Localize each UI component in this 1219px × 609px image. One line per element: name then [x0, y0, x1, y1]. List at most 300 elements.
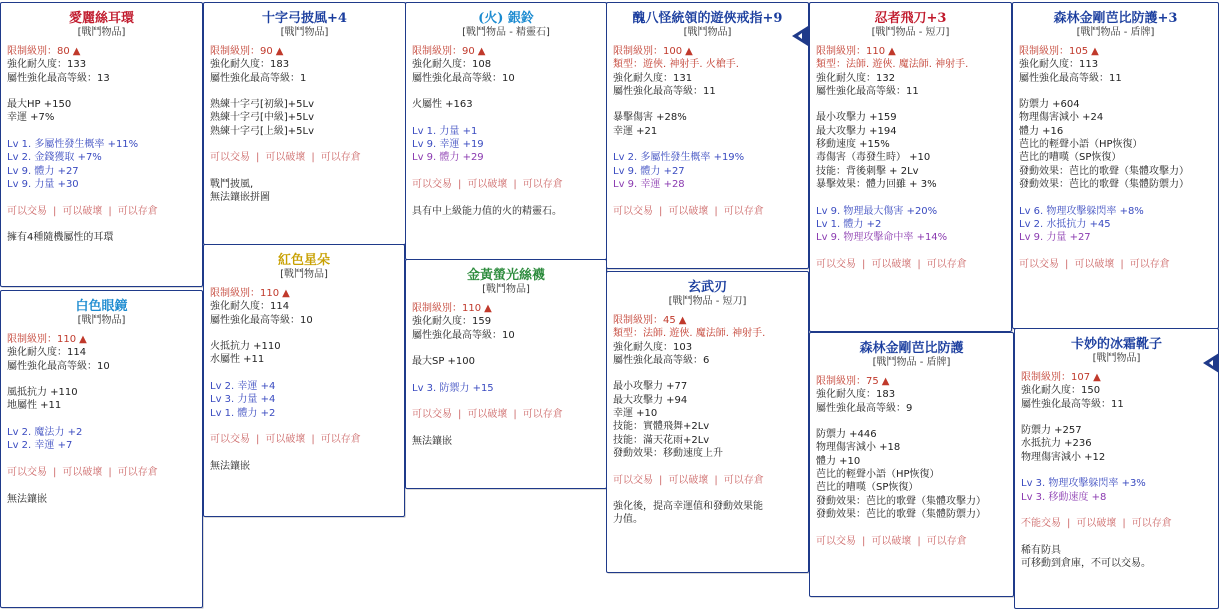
stat-text: 芭比的輕聲小語（HP恢復）	[816, 469, 940, 481]
separator: |	[256, 434, 260, 446]
stat-text: 強化耐久度：113	[1019, 59, 1099, 71]
stat-line	[210, 460, 404, 473]
spacer	[412, 395, 606, 408]
spacer	[412, 342, 606, 355]
separator: |	[1120, 258, 1124, 270]
item-stats	[810, 369, 1013, 548]
spacer	[613, 487, 808, 500]
stat-line	[1019, 178, 1218, 191]
stat-line	[816, 468, 1013, 481]
stat-line	[1021, 451, 1218, 464]
stat-text: 發動效果：芭比的歌聲（集體攻擊力）	[1019, 165, 1189, 177]
trade-flags	[613, 474, 808, 487]
item-stats	[204, 39, 405, 205]
separator: |	[659, 474, 663, 486]
stat-text: 強化耐久度：150	[1021, 385, 1101, 397]
stat-line	[210, 125, 405, 138]
stat-text: 類型：遊俠. 神射手. 火槍手.	[613, 59, 739, 71]
stat-text: 屬性強化最高等級：1	[210, 72, 307, 84]
stat-text: 防禦力 +604	[1019, 99, 1080, 111]
item-stats	[204, 281, 404, 473]
stat-line	[412, 205, 606, 218]
item-category: [戰鬥物品]	[77, 315, 126, 326]
item-card-camus-frost-boots	[1014, 328, 1219, 609]
stat-line	[210, 393, 404, 406]
stat-line	[613, 165, 808, 178]
stat-text: 強化耐久度：133	[7, 59, 87, 71]
stat-text: 體力 +16	[1019, 125, 1064, 137]
separator: |	[311, 152, 315, 164]
stat-line	[210, 111, 405, 124]
stat-text: 強化耐久度：132	[816, 72, 896, 84]
stat-line	[816, 178, 1011, 191]
trade-flags	[7, 205, 202, 218]
stat-line	[816, 375, 1013, 388]
spacer	[412, 191, 606, 204]
stat-line	[1019, 151, 1218, 164]
stat-line	[210, 287, 404, 300]
stat-text: Lv 2. 水抵抗力 +45	[1019, 218, 1111, 230]
trade-flag: 可以交易	[7, 466, 47, 478]
stat-text: 水屬性 +11	[210, 354, 265, 366]
spacer	[1021, 411, 1218, 424]
stat-text: 物理傷害減小 +24	[1019, 112, 1104, 124]
trade-flag: 可以破壞	[265, 152, 306, 164]
spacer	[613, 460, 808, 473]
spacer	[210, 447, 404, 460]
stat-line	[7, 493, 202, 506]
stat-line	[1021, 491, 1218, 504]
stat-line	[7, 72, 202, 85]
stat-line	[1019, 98, 1218, 111]
level-up-triangle-icon: ▲	[72, 46, 81, 57]
level-up-triangle-icon: ▲	[1093, 372, 1101, 383]
item-card-white-glasses	[0, 290, 203, 608]
item-card-forest-barbie-shield	[809, 332, 1014, 597]
stat-text: 技能：實體飛舞+2Lv	[613, 421, 710, 433]
stat-line	[613, 434, 808, 447]
trade-flags	[412, 408, 606, 421]
separator: |	[458, 409, 462, 421]
stat-text: 強化耐久度：131	[613, 72, 693, 84]
stat-line	[816, 72, 1011, 85]
item-card-crossbow-cape	[203, 2, 406, 245]
item-stats	[607, 39, 808, 218]
spacer	[1021, 504, 1218, 517]
trade-flags	[412, 178, 606, 191]
stat-line	[816, 125, 1011, 138]
spacer	[412, 85, 606, 98]
spacer	[7, 373, 202, 386]
spacer	[613, 138, 808, 151]
spacer	[1019, 85, 1218, 98]
stat-line	[7, 45, 202, 58]
spacer	[613, 98, 808, 111]
stat-text: 強化耐久度：183	[210, 59, 290, 71]
stat-text: Lv 3. 力量 +4	[210, 394, 276, 406]
trade-flag: 可以破壞	[668, 205, 709, 217]
level-up-triangle-icon: ▲	[79, 334, 87, 345]
level-up-triangle-icon: ▲	[477, 46, 486, 57]
stat-line	[210, 340, 404, 353]
spacer	[412, 111, 606, 124]
stat-line	[613, 407, 808, 420]
stat-text: 防禦力 +446	[816, 429, 877, 441]
spacer	[210, 85, 405, 98]
stat-line	[412, 382, 606, 395]
stat-line	[210, 98, 405, 111]
separator: |	[659, 205, 663, 217]
stat-line	[412, 45, 606, 58]
stat-line	[1019, 58, 1218, 71]
stat-line	[613, 125, 808, 138]
stat-text: 幸運 +10	[613, 408, 658, 420]
stat-line	[412, 151, 606, 164]
stat-text: 無法鑲嵌	[7, 493, 47, 505]
stat-text: Lv 2. 金錢獲取 +7%	[7, 152, 102, 164]
item-category: [戰鬥物品 - 精靈石]	[462, 27, 550, 38]
stat-line	[1019, 231, 1218, 244]
item-card-ninja-dagger	[809, 2, 1012, 332]
stat-line	[816, 455, 1013, 468]
stat-line	[816, 111, 1011, 124]
trade-flag: 可以存倉	[1131, 518, 1172, 530]
stat-text: Lv 6. 物理攻擊躲閃率 +8%	[1019, 205, 1144, 217]
stat-text: 屬性強化最高等級：11	[1021, 398, 1124, 410]
level-up-triangle-icon: ▲	[685, 46, 693, 57]
level-up-triangle-icon: ▲	[881, 376, 890, 387]
trade-flags	[210, 433, 404, 446]
spacer	[7, 453, 202, 466]
item-card-golden-stockings	[405, 259, 607, 489]
stat-line	[613, 513, 808, 526]
stat-text: 限制級別：100	[613, 46, 683, 57]
stat-line	[1019, 45, 1218, 58]
stat-line	[7, 426, 202, 439]
trade-flag: 可以交易	[613, 474, 653, 486]
stat-text: Lv 9. 體力 +27	[7, 165, 79, 177]
trade-flag: 可以交易	[210, 434, 250, 446]
separator: |	[714, 205, 718, 217]
stat-text: Lv 3. 防禦力 +15	[412, 382, 494, 394]
stat-text: 限制級別：110	[412, 303, 482, 314]
stat-text: 最小攻擊力 +159	[816, 112, 897, 124]
stat-text: Lv 2. 多屬性發生概率 +19%	[613, 152, 745, 164]
item-stats	[1, 39, 202, 244]
stat-text: Lv 9. 體力 +27	[613, 165, 685, 177]
item-category: [戰鬥物品 - 短刀]	[668, 296, 747, 307]
stat-line	[7, 231, 202, 244]
stat-text: 限制級別：110	[210, 288, 280, 299]
stat-line	[210, 45, 405, 58]
stat-line	[7, 439, 202, 452]
stat-line	[7, 111, 202, 124]
stat-text: 類型：法師. 遊俠. 魔法師. 神射手.	[613, 328, 766, 340]
stat-text: Lv 1. 體力 +2	[816, 218, 882, 230]
stat-text: 具有中上級能力值的火的精靈石。	[412, 205, 562, 217]
stat-text: 稀有防具	[1021, 544, 1061, 556]
stat-line	[7, 151, 202, 164]
trade-flag: 可以存倉	[117, 466, 158, 478]
item-stats	[810, 39, 1011, 271]
stat-text: 水抵抗力 +236	[1021, 438, 1092, 450]
stat-line	[816, 388, 1013, 401]
trade-flag: 可以破壞	[467, 409, 508, 421]
stat-line	[816, 151, 1011, 164]
spacer	[1021, 464, 1218, 477]
separator: |	[311, 434, 315, 446]
trade-flags	[210, 151, 405, 164]
item-title: 醜八怪統領的遊俠戒指+9	[632, 11, 783, 26]
stat-line	[7, 138, 202, 151]
item-title: 白色眼鏡	[75, 299, 128, 314]
stat-line	[210, 353, 404, 366]
stat-text: 屬性強化最高等級：11	[816, 85, 919, 97]
stat-line	[613, 341, 808, 354]
item-category: [戰鬥物品]	[482, 284, 530, 295]
stat-text: 限制級別：110	[7, 334, 77, 345]
item-card-xuanwu-blade	[606, 271, 809, 573]
item-category: [戰鬥物品]	[77, 27, 126, 38]
separator: |	[1065, 258, 1069, 270]
level-up-triangle-icon: ▲	[1091, 46, 1099, 57]
item-title: (火) 銀鈴	[478, 11, 534, 26]
stat-text: 暴擊效果：體力回雖 + 3%	[816, 178, 937, 190]
spacer	[613, 367, 808, 380]
spacer	[412, 368, 606, 381]
stat-text: 強化耐久度：159	[412, 316, 492, 328]
stat-text: 強化耐久度：108	[412, 59, 492, 71]
item-card-ugly-leader-ring	[606, 2, 809, 269]
stat-line	[816, 495, 1013, 508]
item-title: 森林金剛芭比防護	[859, 341, 964, 356]
item-title: 玄武刃	[687, 280, 727, 295]
item-title: 卡妙的冰霜靴子	[1070, 337, 1162, 352]
stat-text: 芭比的嘈嘆（SP恢復）	[816, 482, 919, 494]
stat-text: 無法鑲嵌	[412, 435, 452, 447]
stat-line	[613, 151, 808, 164]
stat-line	[1019, 165, 1218, 178]
stat-text: 力值。	[613, 514, 643, 526]
stat-text: 防禦力 +257	[1021, 425, 1082, 437]
item-title: 森林金剛芭比防護+3	[1053, 11, 1178, 26]
stat-text: 芭比的嘈嘆（SP恢復）	[1019, 152, 1122, 164]
stat-text: Lv 9. 力量 +30	[7, 178, 79, 190]
stat-text: 暴擊傷害 +28%	[613, 112, 687, 124]
stat-line	[613, 354, 808, 367]
stat-line	[1021, 437, 1218, 450]
item-card-alice-earring	[0, 2, 203, 287]
stat-text: Lv 3. 移動速度 +8	[1021, 491, 1107, 503]
stat-text: 屬性強化最高等級：10	[412, 72, 515, 84]
spacer	[816, 98, 1011, 111]
item-stats	[406, 296, 606, 448]
item-category: [戰鬥物品]	[280, 269, 328, 280]
stat-text: Lv 9. 力量 +27	[1019, 232, 1091, 244]
stat-line	[1021, 384, 1218, 397]
stat-text: Lv 9. 幸運 +19	[412, 139, 484, 151]
stat-text: Lv 3. 物理攻擊躲閃率 +3%	[1021, 478, 1146, 490]
stat-line	[7, 58, 202, 71]
spacer	[7, 125, 202, 138]
stat-line	[816, 441, 1013, 454]
spacer	[816, 244, 1011, 257]
trade-flag: 可以破壞	[871, 258, 912, 270]
stat-line	[412, 98, 606, 111]
stat-text: 最大攻擊力 +94	[613, 394, 688, 406]
stat-line	[816, 138, 1011, 151]
stat-text: 最大HP +150	[7, 99, 72, 111]
stat-line	[816, 85, 1011, 98]
separator: |	[513, 178, 517, 190]
stat-text: Lv 1. 力量 +1	[412, 125, 478, 137]
spacer	[816, 415, 1013, 428]
trade-flags	[613, 205, 808, 218]
spacer	[210, 420, 404, 433]
stat-text: 發動效果：移動速度上升	[613, 447, 723, 459]
trade-flag: 可以交易	[412, 409, 452, 421]
stat-line	[210, 300, 404, 313]
stat-line	[210, 72, 405, 85]
stat-line	[613, 72, 808, 85]
trade-flag: 可以交易	[1019, 258, 1059, 270]
stat-line	[210, 380, 404, 393]
trade-flag: 可以交易	[210, 152, 250, 164]
stat-line	[1019, 218, 1218, 231]
trade-flags	[816, 258, 1011, 271]
spacer	[613, 191, 808, 204]
stat-text: 屬性強化最高等級：13	[7, 72, 110, 84]
stat-text: 最大SP +100	[412, 356, 476, 368]
spacer	[210, 327, 404, 340]
stat-text: Lv 9. 幸運 +28	[613, 178, 685, 190]
item-stats	[406, 39, 606, 218]
stat-line	[816, 165, 1011, 178]
stat-line	[210, 407, 404, 420]
separator: |	[108, 466, 112, 478]
stat-text: 最大攻擊力 +194	[816, 125, 897, 137]
trade-flags	[816, 535, 1013, 548]
stat-text: Lv 2. 幸運 +4	[210, 381, 276, 393]
trade-flag: 可以破壞	[467, 178, 508, 190]
stat-line	[816, 218, 1011, 231]
spacer	[1021, 531, 1218, 544]
stat-text: 火屬性 +163	[412, 99, 473, 111]
stat-line	[613, 314, 808, 327]
trade-flag: 可以存倉	[723, 474, 764, 486]
stat-line	[613, 380, 808, 393]
stat-line	[412, 138, 606, 151]
stat-text: 強化後，提高幸運值和發動效果能	[613, 501, 763, 513]
stat-text: 屬性強化最高等級：10	[210, 314, 313, 326]
stat-text: 幸運 +21	[613, 125, 658, 137]
item-title: 忍者飛刀+3	[874, 11, 947, 26]
separator: |	[917, 258, 921, 270]
stat-text: Lv 2. 魔法力 +2	[7, 427, 83, 439]
stat-line	[210, 178, 405, 191]
trade-flag: 可以存倉	[1129, 258, 1170, 270]
spacer	[7, 413, 202, 426]
stat-text: 發動效果：芭比的歌聲（集體攻擊力）	[816, 495, 986, 507]
stat-text: Lv 1. 多屬性發生概率 +11%	[7, 139, 139, 151]
level-up-triangle-icon: ▲	[282, 288, 290, 299]
separator: |	[513, 409, 517, 421]
trade-flag: 可以交易	[816, 535, 856, 547]
spacer	[7, 191, 202, 204]
stat-line	[412, 315, 606, 328]
stat-line	[210, 314, 404, 327]
stat-text: 屬性強化最高等級：6	[613, 354, 710, 366]
trade-flags	[1019, 258, 1218, 271]
stat-line	[816, 205, 1011, 218]
spacer	[412, 422, 606, 435]
spacer	[816, 191, 1011, 204]
stat-line	[412, 72, 606, 85]
stat-text: 屬性強化最高等級：11	[1019, 72, 1122, 84]
stat-text: 毒傷害（毒發生時） +10	[816, 152, 931, 164]
stat-text: 發動效果：芭比的歌聲（集體防禦力）	[816, 508, 986, 520]
stat-text: 限制級別：107	[1021, 372, 1091, 383]
stat-text: 屬性強化最高等級：10	[412, 329, 515, 341]
stat-text: 類型：法師. 遊俠. 魔法師. 神射手.	[816, 59, 969, 71]
stat-text: 熟練十字弓[初級]+5Lv	[210, 99, 315, 111]
stat-text: 無法鑲嵌	[210, 460, 250, 472]
separator: |	[862, 535, 866, 547]
item-card-red-star-flower	[203, 244, 405, 517]
stat-line	[412, 125, 606, 138]
separator: |	[108, 205, 112, 217]
level-up-triangle-icon: ▲	[275, 46, 284, 57]
stat-line	[7, 178, 202, 191]
trade-flag: 可以存倉	[723, 205, 764, 217]
stat-text: 技能：滿天花雨+2Lv	[613, 434, 710, 446]
stat-line	[1021, 477, 1218, 490]
stat-text: 強化耐久度：114	[7, 347, 87, 359]
stat-text: 強化耐久度：114	[210, 301, 290, 313]
stat-text: 限制級別：45	[613, 315, 676, 326]
trade-flag: 可以存倉	[117, 205, 158, 217]
stat-line	[613, 394, 808, 407]
stat-line	[613, 178, 808, 191]
stat-text: 物理傷害減小 +12	[1021, 451, 1106, 463]
stat-line	[7, 360, 202, 373]
separator: |	[1067, 518, 1071, 530]
stat-text: 最小攻擊力 +77	[613, 381, 688, 393]
trade-flag: 可以交易	[7, 205, 47, 217]
stat-text: Lv 2. 幸運 +7	[7, 440, 73, 452]
separator: |	[53, 466, 57, 478]
item-category: [戰鬥物品]	[683, 27, 732, 38]
spacer	[7, 479, 202, 492]
stat-text: 屬性強化最高等級：10	[7, 360, 110, 372]
stat-line	[613, 327, 808, 340]
trade-flag: 可以破壞	[62, 205, 103, 217]
stat-line	[7, 98, 202, 111]
stat-line	[7, 399, 202, 412]
stat-text: 擁有4種隨機屬性的耳環	[7, 232, 114, 244]
stat-line	[1019, 72, 1218, 85]
level-up-triangle-icon: ▲	[484, 303, 492, 314]
item-title: 愛麗絲耳環	[68, 11, 134, 26]
stat-line	[816, 58, 1011, 71]
stat-line	[1019, 125, 1218, 138]
trade-flag: 可以存倉	[522, 409, 563, 421]
stat-line	[412, 58, 606, 71]
item-card-fire-silver-bell	[405, 2, 607, 260]
stat-text: Lv 9. 體力 +29	[412, 152, 484, 164]
trade-flags	[7, 466, 202, 479]
item-stats	[607, 308, 808, 527]
